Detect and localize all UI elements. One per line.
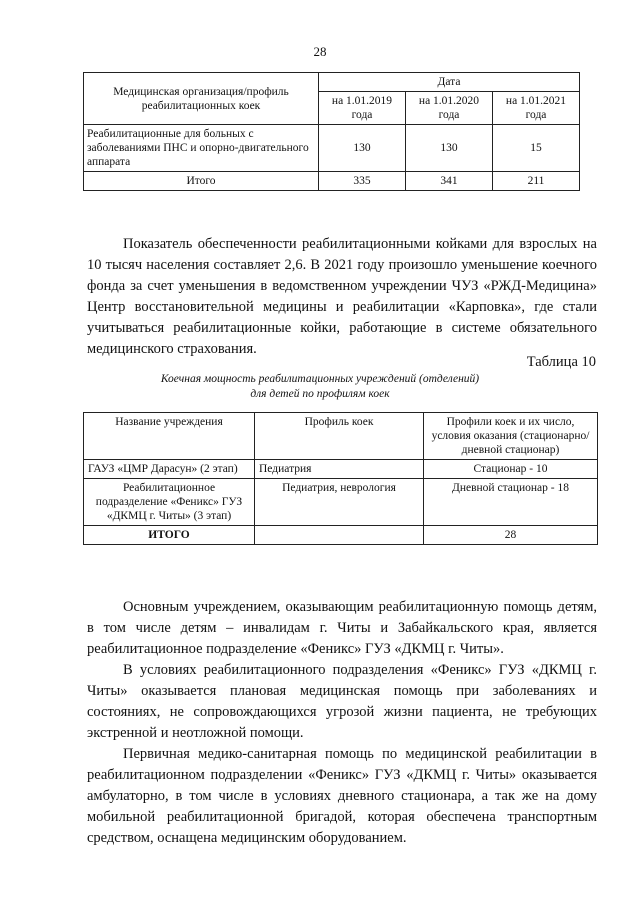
paragraph: Основным учреждением, оказывающим реабилитационную помощь детям, в том числе детям – инвалидам г. Читы и Забайкальского края, является реабилитационное подразделение «Феникс» ГУЗ «ДКМЦ г. Читы». bbox=[87, 599, 597, 657]
bed-count: Стационар - 10 bbox=[424, 460, 598, 479]
table-label: Таблица 10 bbox=[526, 354, 596, 370]
institution-name: Реабилитационное подразделение «Феникс» ГУЗ «ДКМЦ г. Читы» (3 этап) bbox=[84, 479, 255, 526]
paragraph: Первичная медико-санитарная помощь по медицинской реабилитации в реабилитационном подразделении «Феникс» ГУЗ «ДКМЦ г. Читы» оказывается амбулаторно, в том числе в условиях дневного стационара, а так же на дому мобильной реабилитационной бригадой, которая обеспечена транспортным средством, оснащена медицинским оборудованием. bbox=[87, 746, 597, 846]
bed-profile: Педиатрия, неврология bbox=[255, 479, 424, 526]
header-beds: Профили коек и их число, условия оказания (стационарно/дневной стационар) bbox=[424, 413, 598, 460]
date-col: на 1.01.2021 года bbox=[493, 92, 580, 125]
bed-count: Дневной стационар - 18 bbox=[424, 479, 598, 526]
institution-name: ГАУЗ «ЦМР Дарасун» (2 этап) bbox=[84, 460, 255, 479]
cell-value: 341 bbox=[406, 172, 493, 191]
bed-profile bbox=[255, 526, 424, 545]
table-row bbox=[84, 479, 598, 526]
total-label: ИТОГО bbox=[84, 526, 255, 545]
children-rehab-table bbox=[83, 412, 598, 545]
table-row bbox=[84, 172, 580, 191]
table-row bbox=[84, 460, 598, 479]
header-profile: Профиль коек bbox=[255, 413, 424, 460]
header-date: Дата bbox=[319, 73, 580, 92]
paragraph: Показатель обеспеченности реабилитационными койками для взрослых на 10 тысяч населения составляет 2,6. В 2021 году произошло уменьшение коечного фонда за счет уменьшения в ведомственном учреждении ЧУЗ «РЖД-Медицина» Центр восстановительной медицины и реабилитации «Карповка», где стали учитываться реабилитационные койки, работающие в системе обязательного медицинского страхования. bbox=[87, 236, 597, 357]
cell-value: 130 bbox=[406, 125, 493, 172]
paragraph: В условиях реабилитационного подразделения «Феникс» ГУЗ «ДКМЦ г. Читы» оказывается плановая медицинская помощь при заболеваниях и состояниях, не сопровождающихся угрозой жизни пациента, не требующих экстренной и неотложной помощи. bbox=[87, 662, 597, 741]
cell-value: 130 bbox=[319, 125, 406, 172]
page-number: 28 bbox=[313, 44, 327, 59]
header-org: Медицинская организация/профиль реабилитационных коек bbox=[84, 73, 319, 125]
bed-profile: Педиатрия bbox=[255, 460, 424, 479]
table-row bbox=[84, 526, 598, 545]
date-col: на 1.01.2020 года bbox=[406, 92, 493, 125]
header-name: Название учреждения bbox=[84, 413, 255, 460]
table-caption: для детей по профилям коек bbox=[250, 388, 390, 400]
total-value: 28 bbox=[424, 526, 598, 545]
date-col: на 1.01.2019 года bbox=[319, 92, 406, 125]
cell-value: 211 bbox=[493, 172, 580, 191]
table-caption: Коечная мощность реабилитационных учреждений (отделений) bbox=[160, 373, 480, 385]
rehab-beds-table bbox=[83, 72, 580, 191]
cell-value: 335 bbox=[319, 172, 406, 191]
cell-value: 15 bbox=[493, 125, 580, 172]
table-header-row bbox=[84, 413, 598, 460]
table-header-row bbox=[84, 73, 580, 92]
row-label: Итого bbox=[84, 172, 319, 191]
row-label: Реабилитационные для больных с заболеваниями ПНС и опорно-двигательного аппарата bbox=[84, 125, 319, 172]
table-row bbox=[84, 125, 580, 172]
